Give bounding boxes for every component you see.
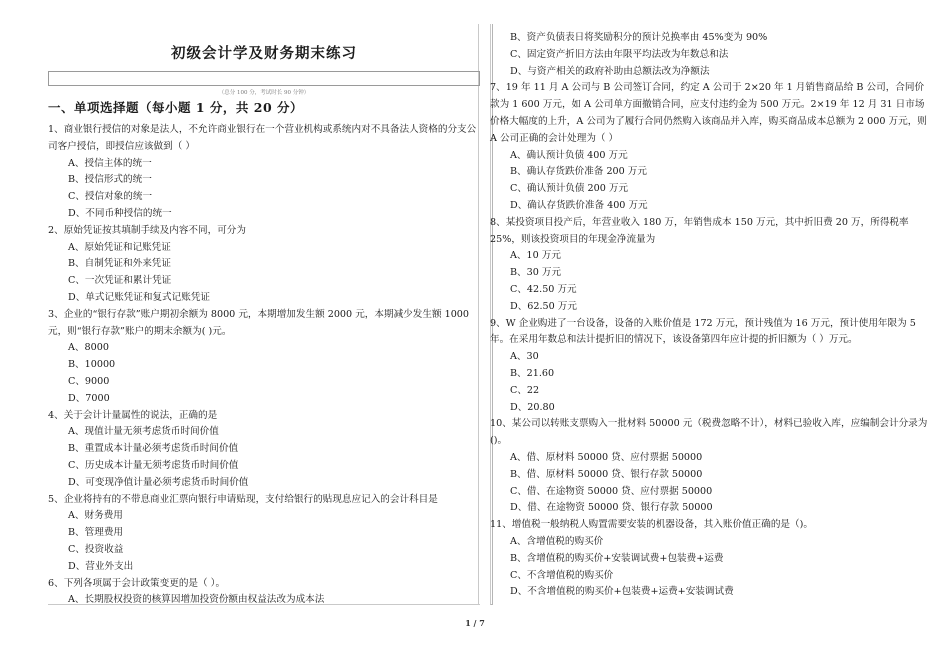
answer-option: A、长期股权投资的核算因增加投资份额由权益法改为成本法 (68, 594, 325, 606)
answer-option: D、可变现净值计量必须考虑货币时间价值 (68, 476, 249, 488)
question-stem: 2、原始凭证按其填制手续及内容不同，可分为 (48, 224, 246, 236)
answer-option: B、含增值税的购买价+安装调试费+包装费+运费 (510, 552, 724, 564)
answer-option: A、确认预计负债 400 万元 (510, 149, 628, 161)
answer-option: C、不含增值税的购买价 (510, 569, 614, 581)
answer-option: D、与资产相关的政府补助由总额法改为净额法 (510, 65, 710, 77)
answer-option: A、10 万元 (510, 250, 561, 262)
section-title: 一、单项选择题（每小题 1 分，共 20 分） (48, 100, 304, 115)
answer-option: C、投资收益 (68, 543, 124, 555)
answer-option: A、原始凭证和记账凭证 (68, 241, 171, 253)
answer-option: A、授信主体的统一 (68, 157, 152, 169)
question-stem: 1、商业银行授信的对象是法人，不允许商业银行在一个营业机构或系统内对不具备法人资格的分支公司客户授信，即授信应该做到（ ） (48, 124, 477, 152)
question-stem: 6、下列各项属于会计政策变更的是（ ）。 (48, 577, 226, 589)
question-stem: 11、增值税一般纳税人购置需要安装的机器设备，其入账价值正确的是（)。 (490, 519, 813, 531)
answer-option: B、确认存货跌价准备 200 万元 (510, 166, 647, 178)
question-stem: 4、关于会计计量属性的说法，正确的是 (48, 409, 218, 421)
question-stem: 8、某投资项目投产后，年营业收入 180 万，年销售成本 150 万元，其中折旧费 20 万，所得税率 25%，则该投资项目的年现金净流量为 (490, 216, 909, 245)
question-stem: 5、企业将持有的不带息商业汇票向银行申请贴现，支付给银行的贴现息应记入的会计科目是 (48, 493, 438, 505)
answer-option: D、确认存货跌价准备 400 万元 (510, 199, 648, 211)
answer-option: D、营业外支出 (68, 560, 134, 572)
question-stem: 10、某公司以转账支票购入一批材料 50000 元（税费忽略不计），材料已验收入库，应编制会计分录为()。 (490, 418, 928, 447)
page-title: 初级会计学及财务期末练习 (171, 45, 357, 62)
answer-option: D、7000 (68, 392, 110, 404)
answer-option: D、不同币种授信的统一 (68, 207, 172, 219)
answer-option: D、62.50 万元 (510, 300, 577, 312)
answer-option: A、8000 (68, 342, 109, 354)
answer-option: B、授信形式的统一 (68, 174, 152, 186)
answer-option: C、确认预计负债 200 万元 (510, 183, 629, 195)
answer-option: A、30 (510, 351, 539, 363)
answer-option: D、借、在途物资 50000 贷、银行存款 50000 (510, 502, 713, 514)
question-stem: 7、19 年 11 月 A 公司与 B 公司签订合同，约定 A 公司于 2×20 年 1 月销售商品给 B 公司，合同价款为 1 600 万元，如 A 公司单方面撤销合同，应支付违约金为 500 万元。2×19 年 12 月 31 日市场价格大幅度的上升，A 公司为了履行合同仍然购入该商品并入库，购买商品成本总额为 2 000 万元，则 A 公司正确的会计处理为（ ） (490, 82, 927, 144)
question-stem: 3、企业的“银行存款”账户期初余额为 8000 元，本期增加发生额 2000 元，本期减少发生额 1000 元，则“银行存款”账户的期末余额为( )元。 (48, 308, 469, 337)
answer-option: C、一次凭证和累计凭证 (68, 275, 172, 287)
answer-option: C、借、在途物资 50000 贷、应付票据 50000 (510, 485, 713, 497)
answer-option: C、授信对象的统一 (68, 191, 153, 203)
answer-option: C、历史成本计量无须考虑货币时间价值 (68, 459, 239, 471)
score-info-box (48, 71, 480, 96)
answer-option: B、自制凭证和外来凭证 (68, 258, 171, 270)
answer-option: B、借、原材料 50000 贷、银行存款 50000 (510, 468, 703, 480)
answer-option: B、资产负债表日将奖励积分的预计兑换率由 45%变为 90% (510, 32, 768, 43)
answer-option: A、财务费用 (68, 510, 123, 522)
answer-option: C、22 (510, 384, 540, 396)
exam-meta-text: （总分 100 分，考试时长 90 分钟） (218, 90, 310, 96)
left-column (48, 30, 480, 609)
answer-option: B、10000 (68, 359, 116, 371)
answer-option: A、现值计量无须考虑货币时间价值 (68, 426, 219, 438)
answer-option: B、21.60 (510, 367, 555, 379)
left-question-list (48, 122, 480, 609)
page-number: 1 / 7 (465, 618, 485, 628)
answer-option: B、30 万元 (510, 267, 562, 279)
right-question-list (490, 30, 930, 601)
question-stem: 9、W 企业购进了一台设备，设备的入账价值是 172 万元，预计残值为 16 万元，预计使用年限为 5 年。在采用年数总和法计提折旧的情况下，该设备第四年应计提的折旧额为（ ）万元。 (490, 317, 916, 346)
answer-option: B、管理费用 (68, 527, 124, 539)
answer-option: A、借、原材料 50000 贷、应付票据 50000 (510, 451, 703, 463)
answer-option: D、20.80 (510, 401, 555, 413)
answer-option: D、单式记账凭证和复式记账凭证 (68, 291, 211, 303)
answer-option: D、不含增值税的购买价+包装费+运费+安装调试费 (510, 586, 734, 598)
answer-option: C、42.50 万元 (510, 283, 577, 295)
answer-option: C、固定资产折旧方法由年限平均法改为年数总和法 (510, 48, 729, 60)
answer-option: B、重置成本计量必须考虑货币时间价值 (68, 443, 239, 455)
answer-option: A、含增值税的购买价 (510, 535, 604, 547)
right-column (490, 30, 930, 601)
answer-option: C、9000 (68, 375, 110, 387)
